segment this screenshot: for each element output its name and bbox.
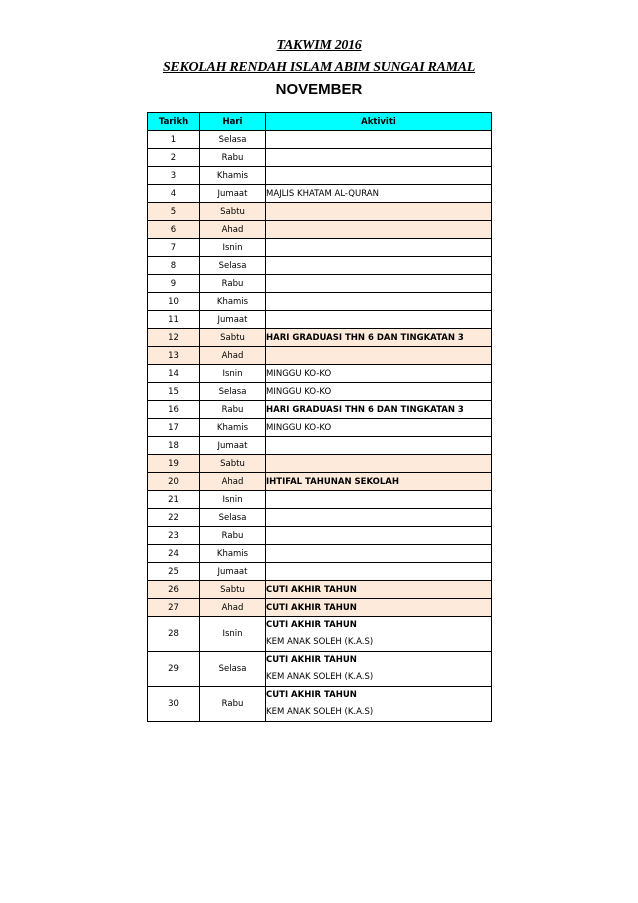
date-cell: 18 [148, 437, 200, 455]
date-cell: 25 [148, 563, 200, 581]
school-name: SEKOLAH RENDAH ISLAM ABIM SUNGAI RAMAL [162, 60, 476, 75]
table-row [148, 185, 492, 203]
day-cell: Rabu [200, 527, 266, 545]
date-cell: 11 [148, 311, 200, 329]
activity-cell [266, 167, 492, 185]
table-row [148, 419, 492, 437]
activity-cell: CUTI AKHIR TAHUN [266, 581, 492, 599]
activity-cell [266, 652, 492, 687]
date-cell: 4 [148, 185, 200, 203]
activity-cell [266, 257, 492, 275]
activity-cell: IHTIFAL TAHUNAN SEKOLAH [266, 473, 492, 491]
activity-cell [266, 491, 492, 509]
day-cell: Khamis [200, 545, 266, 563]
table-row [148, 437, 492, 455]
activity-cell [266, 347, 492, 365]
table-row [148, 293, 492, 311]
day-cell: Jumaat [200, 437, 266, 455]
activity-cell: CUTI AKHIR TAHUN [266, 599, 492, 617]
activity-cell: HARI GRADUASI THN 6 DAN TINGKATAN 3 [266, 329, 492, 347]
day-cell: Khamis [200, 419, 266, 437]
activity-cell [266, 149, 492, 167]
day-cell: Khamis [200, 293, 266, 311]
day-cell: Rabu [200, 275, 266, 293]
table-row-weekend [148, 473, 492, 491]
date-cell: 10 [148, 293, 200, 311]
activity-cell: MINGGU KO-KO [266, 419, 492, 437]
day-cell: Jumaat [200, 563, 266, 581]
date-cell: 2 [148, 149, 200, 167]
activity-cell [266, 687, 492, 722]
date-cell: 28 [148, 617, 200, 652]
table-row [148, 239, 492, 257]
day-cell: Jumaat [200, 185, 266, 203]
day-cell: Ahad [200, 347, 266, 365]
day-cell: Rabu [200, 149, 266, 167]
day-cell: Sabtu [200, 329, 266, 347]
day-cell: Isnin [200, 491, 266, 509]
date-cell: 3 [148, 167, 200, 185]
day-cell: Selasa [200, 383, 266, 401]
table-row [148, 275, 492, 293]
activity-cell: HARI GRADUASI THN 6 DAN TINGKATAN 3 [266, 401, 492, 419]
activity-cell [266, 563, 492, 581]
table-row-weekend [148, 347, 492, 365]
activity-line: KEM ANAK SOLEH (K.A.S) [266, 672, 374, 682]
date-cell: 16 [148, 401, 200, 419]
activity-line: CUTI AKHIR TAHUN [266, 620, 357, 630]
table-row [148, 149, 492, 167]
day-cell: Khamis [200, 167, 266, 185]
activity-cell: MINGGU KO-KO [266, 383, 492, 401]
date-cell: 5 [148, 203, 200, 221]
day-cell: Sabtu [200, 455, 266, 473]
date-cell: 14 [148, 365, 200, 383]
activity-cell [266, 437, 492, 455]
month-heading: NOVEMBER [275, 81, 363, 98]
column-header-activity: Aktiviti [266, 113, 492, 131]
activity-cell [266, 545, 492, 563]
date-cell: 27 [148, 599, 200, 617]
date-cell: 9 [148, 275, 200, 293]
date-cell: 24 [148, 545, 200, 563]
activity-cell [266, 293, 492, 311]
table-row [148, 311, 492, 329]
table-row-weekend [148, 599, 492, 617]
calendar-table [147, 112, 492, 722]
table-row-weekend [148, 329, 492, 347]
date-cell: 23 [148, 527, 200, 545]
date-cell: 13 [148, 347, 200, 365]
date-cell: 20 [148, 473, 200, 491]
day-cell: Ahad [200, 599, 266, 617]
activity-cell [266, 311, 492, 329]
day-cell: Selasa [200, 652, 266, 687]
activity-line: KEM ANAK SOLEH (K.A.S) [266, 707, 374, 717]
date-cell: 1 [148, 131, 200, 149]
activity-cell [266, 131, 492, 149]
table-row [148, 563, 492, 581]
table-row [148, 527, 492, 545]
column-header-date: Tarikh [148, 113, 200, 131]
activity-cell [266, 455, 492, 473]
day-cell: Selasa [200, 509, 266, 527]
date-cell: 12 [148, 329, 200, 347]
day-cell: Isnin [200, 365, 266, 383]
table-row [148, 401, 492, 419]
table-row [148, 509, 492, 527]
activity-cell: MAJLIS KHATAM AL-QURAN [266, 185, 492, 203]
date-cell: 17 [148, 419, 200, 437]
table-row [148, 687, 492, 722]
day-cell: Isnin [200, 239, 266, 257]
activity-line: CUTI AKHIR TAHUN [266, 690, 357, 700]
activity-cell [266, 221, 492, 239]
date-cell: 30 [148, 687, 200, 722]
day-cell: Jumaat [200, 311, 266, 329]
activity-cell [266, 275, 492, 293]
table-row [148, 365, 492, 383]
activity-cell [266, 617, 492, 652]
table-row [148, 131, 492, 149]
table-row-weekend [148, 581, 492, 599]
date-cell: 15 [148, 383, 200, 401]
activity-line: KEM ANAK SOLEH (K.A.S) [266, 637, 374, 647]
day-cell: Selasa [200, 131, 266, 149]
activity-cell [266, 527, 492, 545]
date-cell: 8 [148, 257, 200, 275]
day-cell: Rabu [200, 401, 266, 419]
date-cell: 6 [148, 221, 200, 239]
table-row-weekend [148, 455, 492, 473]
table-row [148, 617, 492, 652]
date-cell: 21 [148, 491, 200, 509]
day-cell: Ahad [200, 473, 266, 491]
table-row [148, 257, 492, 275]
day-cell: Sabtu [200, 581, 266, 599]
table-row [148, 545, 492, 563]
day-cell: Sabtu [200, 203, 266, 221]
calendar-title: TAKWIM 2016 [276, 38, 362, 53]
date-cell: 19 [148, 455, 200, 473]
activity-cell [266, 203, 492, 221]
table-row-weekend [148, 203, 492, 221]
table-body [148, 131, 492, 722]
table-row [148, 652, 492, 687]
table-row [148, 383, 492, 401]
date-cell: 22 [148, 509, 200, 527]
activity-cell [266, 509, 492, 527]
activity-cell: MINGGU KO-KO [266, 365, 492, 383]
day-cell: Rabu [200, 687, 266, 722]
table-row [148, 491, 492, 509]
activity-cell [266, 239, 492, 257]
table-row [148, 167, 492, 185]
date-cell: 29 [148, 652, 200, 687]
date-cell: 26 [148, 581, 200, 599]
activity-line: CUTI AKHIR TAHUN [266, 655, 357, 665]
table-row-weekend [148, 221, 492, 239]
table-header-row [148, 113, 492, 131]
column-header-day: Hari [200, 113, 266, 131]
day-cell: Ahad [200, 221, 266, 239]
date-cell: 7 [148, 239, 200, 257]
day-cell: Isnin [200, 617, 266, 652]
day-cell: Selasa [200, 257, 266, 275]
